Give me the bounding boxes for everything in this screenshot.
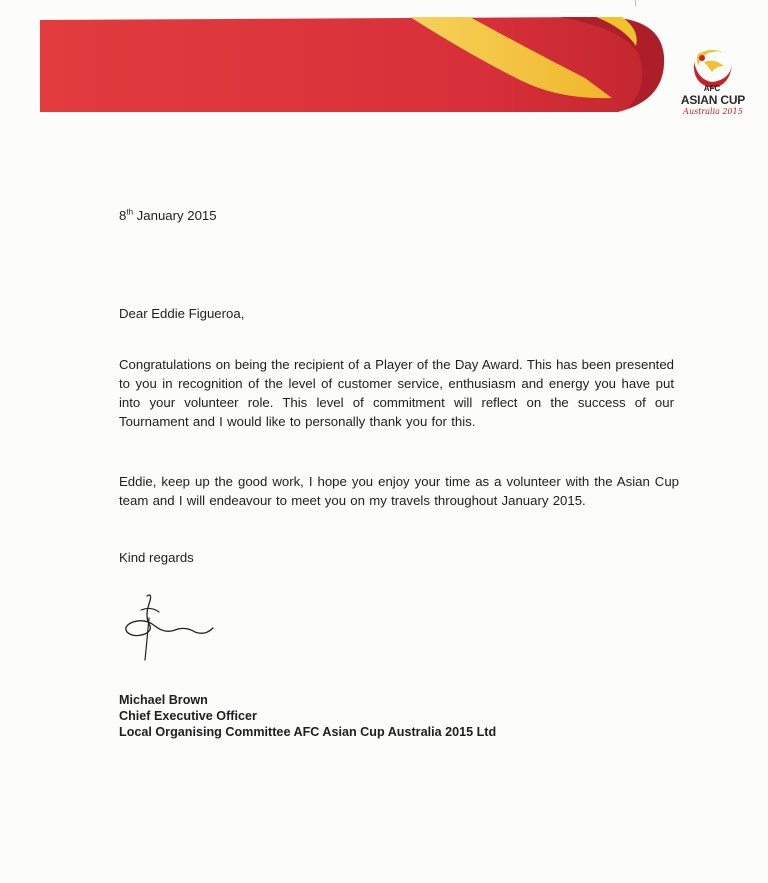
letter-paragraph-2: Eddie, keep up the good work, I hope you enjoy your time as a volunteer with the Asian Cup team and I will endeavour to meet you on my travels throughout January 2015. (119, 474, 679, 508)
afc-asian-cup-logo (672, 44, 768, 124)
date-day: 8 (119, 208, 127, 223)
date-month-year: January 2015 (133, 208, 217, 223)
letter-salutation: Dear Eddie Figueroa, (119, 306, 245, 321)
banner-red-band (40, 17, 664, 112)
logo-asian-cup-text: ASIAN CUP (680, 93, 746, 107)
signer-block (119, 692, 496, 740)
signer-name: Michael Brown (119, 693, 208, 707)
header-banner (0, 0, 672, 120)
letter-closing: Kind regards (119, 550, 194, 565)
letter-paragraph-1: Congratulations on being the recipient of a Player of the Day Award. This has been presented to you in recognition of the level of customer service, enthusiasm and energy you have put into your volunteer role. This level of commitment will reflect on the success of our Tournament and I would like to personally thank you for this. (119, 357, 674, 429)
letter-date (119, 206, 217, 225)
signer-title: Chief Executive Officer (119, 709, 257, 723)
logo-edition-text: Australia 2015 (683, 107, 743, 116)
logo-afc-text: AFC (703, 84, 721, 93)
handwritten-signature (115, 588, 225, 668)
signer-organisation: Local Organising Committee AFC Asian Cup Australia 2015 Ltd (119, 725, 497, 739)
date-suffix: th (126, 207, 134, 217)
